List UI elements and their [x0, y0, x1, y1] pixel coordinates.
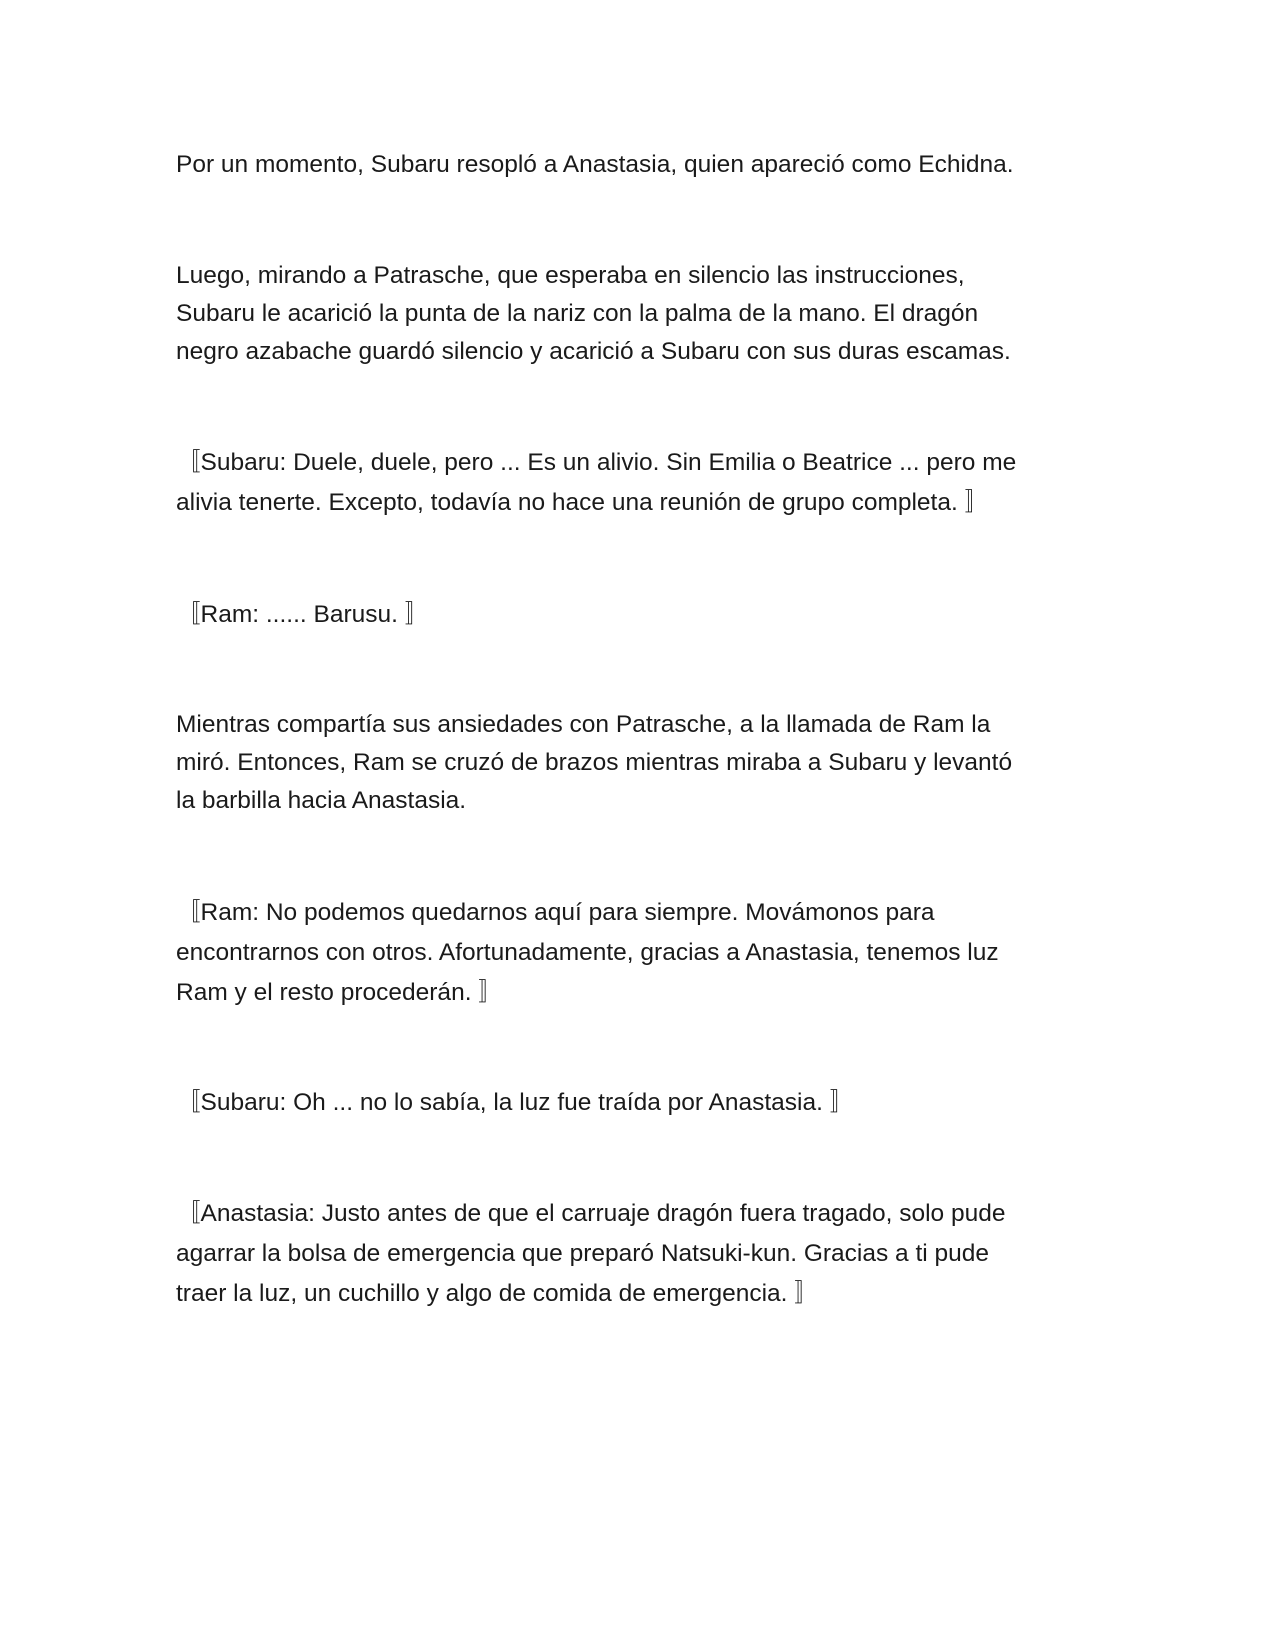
- narration-paragraph: Por un momento, Subaru resopló a Anastasia, quien apareció como Echidna.: [176, 151, 1014, 178]
- dialogue-anastasia: 〚Anastasia: Justo antes de que el carruaje dragón fuera tragado, solo pude agarrar la bolsa de emergencia que preparó Natsuki-kun. Gracias a ti pude traer la luz, un cuchillo y algo de comida de emergencia. 〛: [176, 1200, 1006, 1307]
- dialogue-ram: 〚Ram: ...... Barusu. 〛: [176, 601, 430, 628]
- narration-paragraph: Mientras compartía sus ansiedades con Patrasche, a la llamada de Ram la miró. Entonces, Ram se cruzó de brazos mientras miraba a Subaru y levantó la barbilla hacia Anastasia.: [176, 711, 1013, 814]
- dialogue-subaru: 〚Subaru: Duele, duele, pero ... Es un alivio. Sin Emilia o Beatrice ... pero me alivia tenerte. Excepto, todavía no hace una reunión de grupo completa. 〛: [176, 449, 1017, 516]
- dialogue-subaru: 〚Subaru: Oh ... no lo sabía, la luz fue traída por Anastasia. 〛: [176, 1089, 855, 1116]
- narration-paragraph: Luego, mirando a Patrasche, que esperaba en silencio las instrucciones, Subaru le acarició la punta de la nariz con la palma de la mano. El dragón negro azabache guardó silencio y acarició a Subaru con sus duras escamas.: [176, 262, 1011, 365]
- dialogue-ram: 〚Ram: No podemos quedarnos aquí para siempre. Movámonos para encontrarnos con otros. Afortunadamente, gracias a Anastasia, tenemos luz Ram y el resto procederán. 〛: [176, 899, 999, 1006]
